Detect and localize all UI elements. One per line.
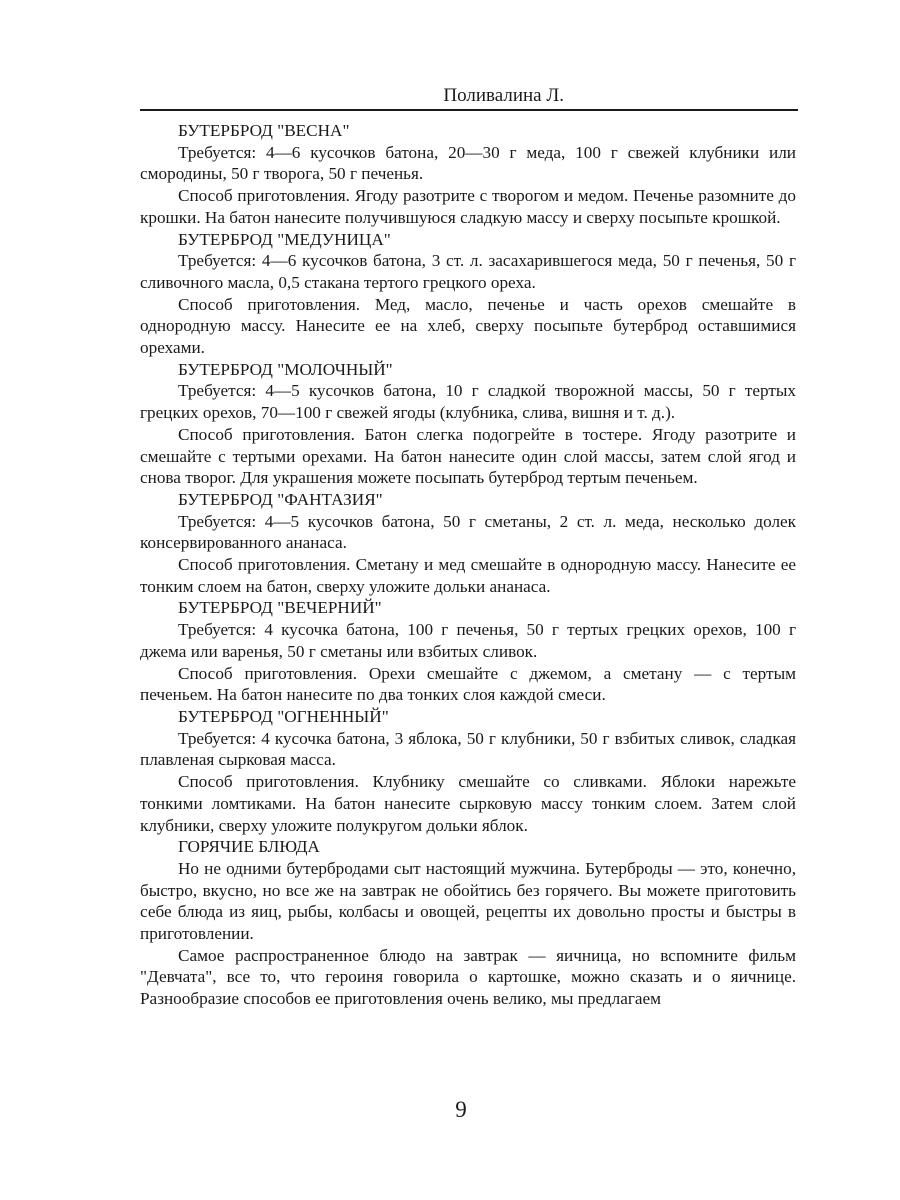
paragraph: Способ приготовления. Клубнику смешайте со сливками. Яблоки нарежьте тонкими ломтиками. На батон нанесите сырковую массу тонким слоем. Затем слой клубники, сверху уложите полукругом дольки яблок. — [140, 772, 796, 835]
paragraph: Способ приготовления. Сметану и мед смешайте в однородную массу. Нанесите ее тонким слоем на батон, сверху уложите дольки ананаса. — [140, 555, 796, 596]
paragraph: Способ приготовления. Ягоду разотрите с творогом и медом. Печенье разомните до крошки. На батон нанесите получившуюся сладкую массу и сверху посыпьте крошкой. — [140, 186, 796, 227]
section-heading: БУТЕРБРОД "ОГНЕННЫЙ" — [178, 706, 389, 726]
section-heading: ГОРЯЧИЕ БЛЮДА — [178, 837, 320, 857]
section-heading: БУТЕРБРОД "МЕДУНИЦА" — [178, 229, 391, 249]
paragraph: Требуется: 4 кусочка батона, 100 г печенья, 50 г тертых грецких орехов, 100 г джема или варенья, 50 г сметаны или взбитых сливок. — [140, 620, 796, 661]
section-heading: БУТЕРБРОД "МОЛОЧНЫЙ" — [178, 359, 393, 379]
running-head-title: Поливалина Л. — [443, 85, 564, 106]
paragraph: Способ приготовления. Батон слегка подогрейте в тостере. Ягоду разотрите и смешайте с тертыми орехами. На батон нанесите один слой массы, затем слой ягод и снова творог. Для украшения можете посыпать бутерброд тертым печеньем. — [140, 424, 796, 488]
section-heading: БУТЕРБРОД "ФАНТАЗИЯ" — [178, 489, 383, 509]
paragraph: Требуется: 4—6 кусочков батона, 20—30 г меда, 100 г свежей клубники или смородины, 50 г творога, 50 г печенья. — [140, 142, 796, 184]
paragraph: Самое распространенное блюдо на завтрак — яичница, но вспомните фильм "Девчата", все то, что героиня говорила о картошке, можно сказать и о яичнице. Разнообразие способов ее приготовления очень велико, мы предлагаем — [140, 945, 796, 1009]
paragraph: Способ приготовления. Мед, масло, печенье и часть орехов смешайте в однородную массу. Нанесите ее на хлеб, сверху посыпьте бутерброд оставшимися орехами. — [140, 294, 796, 358]
section-heading: БУТЕРБРОД "ВЕЧЕРНИЙ" — [178, 598, 382, 618]
paragraph: Требуется: 4—5 кусочков батона, 50 г сметаны, 2 ст. л. меда, несколько долек консервированного ананаса. — [140, 511, 796, 553]
page-body — [140, 120, 796, 1010]
header-rule — [140, 109, 798, 111]
running-head — [140, 84, 796, 108]
section-heading: БУТЕРБРОД "ВЕСНА" — [178, 121, 350, 140]
paragraph: Требуется: 4—6 кусочков батона, 3 ст. л. засахарившегося меда, 50 г печенья, 50 г сливочного масла, 0,5 стакана тертого грецкого ореха. — [140, 251, 796, 292]
paragraph: Но не одними бутербродами сыт настоящий мужчина. Бутерброды — это, конечно, быстро, вкусно, но все же на завтрак не обойтись без горячего. Вы можете приготовить себе блюда из яиц, рыбы, колбасы и овощей, рецепты их довольно просты и быстры в приготовлении. — [140, 858, 796, 944]
page-number: 9 — [455, 1097, 467, 1122]
paragraph: Способ приготовления. Орехи смешайте с джемом, а сметану — с тертым печеньем. На батон нанесите по два тонких слоя каждой смеси. — [140, 663, 796, 705]
paragraph: Требуется: 4 кусочка батона, 3 яблока, 50 г клубники, 50 г взбитых сливок, сладкая плавленая сырковая масса. — [140, 728, 796, 770]
paragraph: Требуется: 4—5 кусочков батона, 10 г сладкой творожной массы, 50 г тертых грецких орехов, 70—100 г свежей ягоды (клубника, слива, вишня и т. д.). — [140, 381, 796, 423]
